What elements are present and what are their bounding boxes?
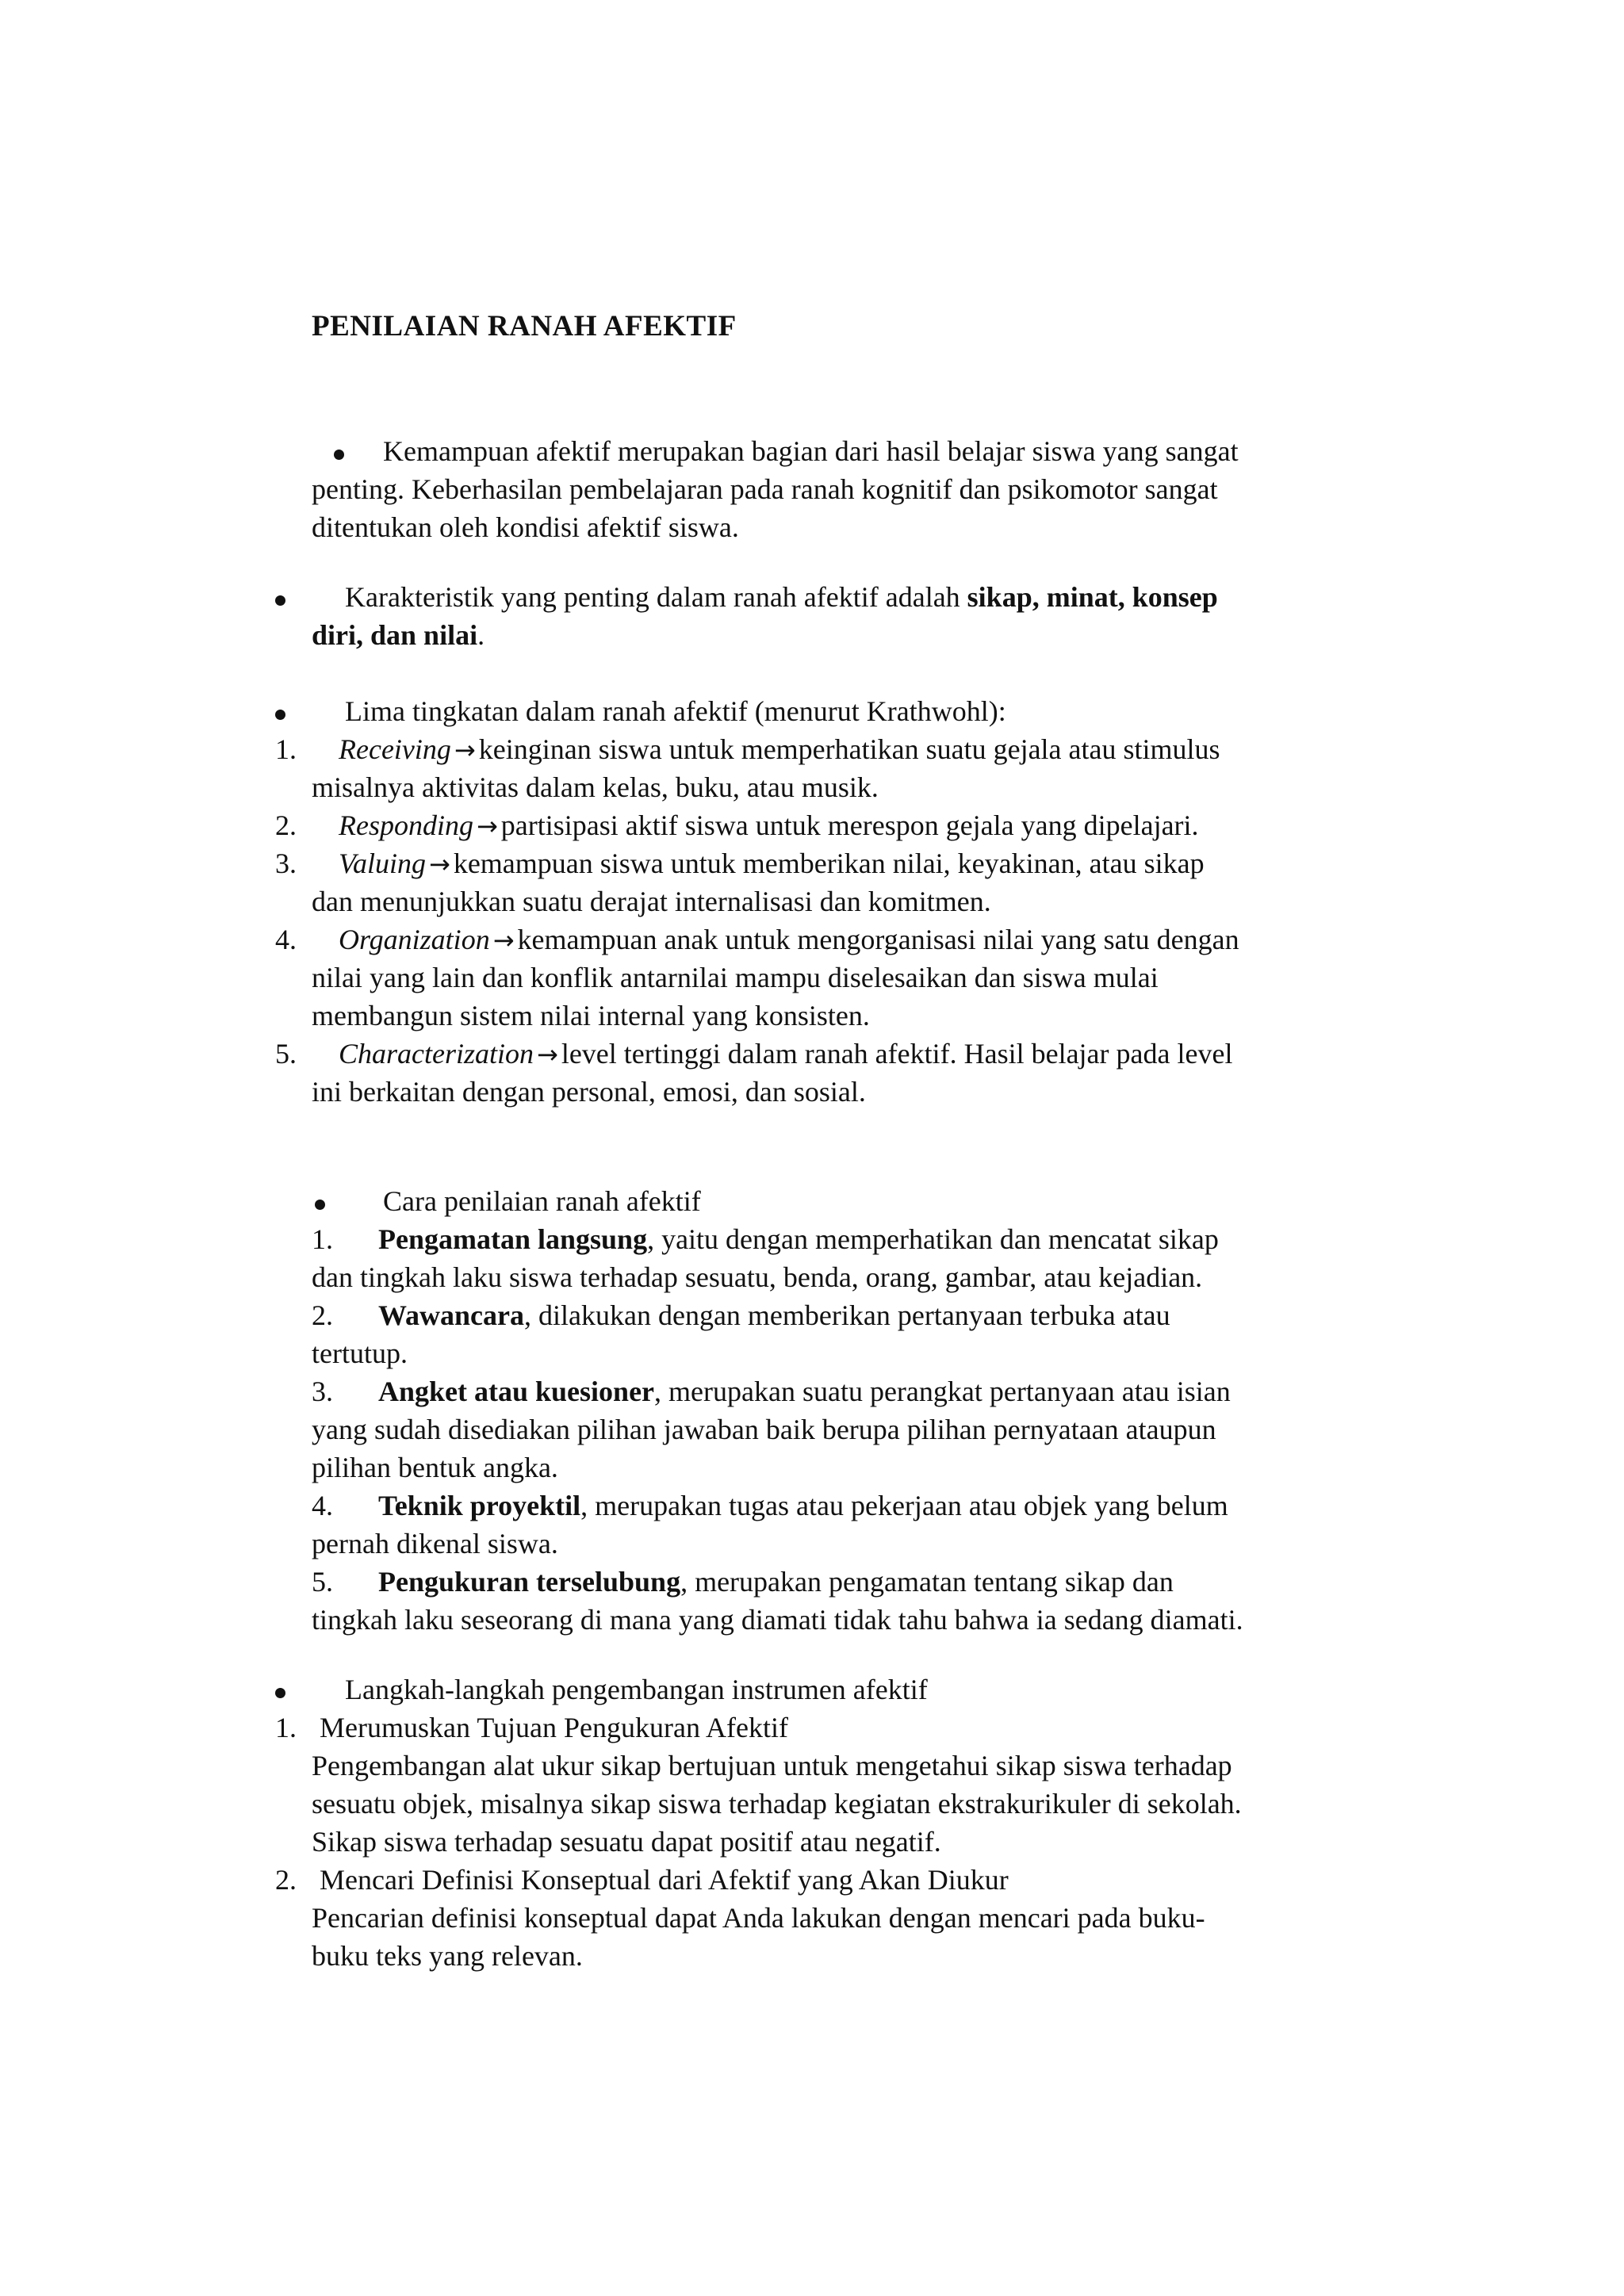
list-number: 3.	[312, 1376, 333, 1407]
text-line: sesuatu objek, misalnya sikap siswa terhadap kegiatan ekstrakurikuler di sekolah.	[312, 1788, 1242, 1820]
level-desc: level tertinggi dalam ranah afektif. Hasil belajar pada level	[561, 1038, 1233, 1070]
text-line: membangun sistem nilai internal yang konsisten.	[312, 1000, 870, 1031]
text-line: nilai yang lain dan konflik antarnilai mampu diselesaikan dan siswa mulai	[312, 962, 1159, 993]
karakteristik-bold-2: diri, dan nilai	[312, 619, 478, 651]
list-number: 2.	[275, 809, 297, 841]
level-desc: partisipasi aktif siswa untuk merespon gejala yang dipelajari.	[500, 809, 1199, 841]
level-term: Responding	[339, 809, 473, 841]
method-desc: , yaitu dengan memperhatikan dan mencatat sikap	[647, 1223, 1219, 1255]
list-number: 1.	[312, 1223, 333, 1255]
text-line: pernah dikenal siswa.	[312, 1528, 558, 1559]
list-number: 2.	[312, 1299, 333, 1331]
text-line	[339, 844, 1205, 883]
list-number: 4.	[312, 1490, 333, 1521]
text-line	[378, 1296, 1170, 1334]
arrow-right-icon: →	[454, 735, 476, 765]
text-line	[378, 1220, 1219, 1258]
method-desc: , merupakan tugas atau pekerjaan atau objek yang belum	[580, 1490, 1228, 1521]
text-line: buku teks yang relevan.	[312, 1940, 583, 1972]
karakteristik-bold: sikap, minat, konsep	[967, 581, 1218, 613]
level-term: Characterization	[339, 1038, 534, 1070]
text-line: Kemampuan afektif merupakan bagian dari hasil belajar siswa yang sangat	[383, 435, 1239, 467]
text-line	[378, 1487, 1228, 1525]
text-line: yang sudah disediakan pilihan jawaban baik berupa pilihan pernyataan ataupun	[312, 1414, 1216, 1445]
section-heading: Langkah-langkah pengembangan instrumen afektif	[345, 1674, 928, 1705]
method-desc: , merupakan pengamatan tentang sikap dan	[680, 1566, 1174, 1598]
text-line: Pengembangan alat ukur sikap bertujuan untuk mengetahui sikap siswa terhadap	[312, 1750, 1232, 1781]
method-desc: , merupakan suatu perangkat pertanyaan atau isian	[654, 1376, 1231, 1407]
text-line: dan tingkah laku siswa terhadap sesuatu, benda, orang, gambar, atau kejadian.	[312, 1261, 1203, 1293]
bullet-dot	[275, 1688, 285, 1698]
arrow-right-icon: →	[492, 925, 515, 955]
bullet-dot	[275, 710, 285, 720]
text-line	[378, 1372, 1231, 1410]
method-name: Angket atau kuesioner	[378, 1376, 655, 1407]
text-line: tertutup.	[312, 1337, 408, 1369]
text-line	[339, 1035, 1232, 1073]
text-line: ini berkaitan dengan personal, emosi, dan sosial.	[312, 1076, 866, 1108]
arrow-right-icon: →	[537, 1039, 558, 1070]
level-desc: kemampuan anak untuk mengorganisasi nilai yang satu dengan	[517, 924, 1239, 955]
text-line	[345, 578, 1218, 616]
list-number: 4.	[275, 924, 297, 955]
level-term: Receiving	[339, 733, 451, 765]
method-name: Wawancara	[378, 1299, 524, 1331]
karakteristik-text: Karakteristik yang penting dalam ranah afektif adalah	[345, 581, 967, 613]
level-term: Valuing	[339, 848, 427, 879]
method-name: Pengukuran terselubung	[378, 1566, 681, 1598]
text-line	[312, 616, 485, 654]
text-line: tingkah laku seseorang di mana yang diamati tidak tahu bahwa ia sedang diamati.	[312, 1604, 1243, 1636]
text-line: dan menunjukkan suatu derajat internalisasi dan komitmen.	[312, 886, 991, 917]
karakteristik-suffix: .	[477, 619, 485, 651]
arrow-right-icon: →	[476, 811, 498, 841]
section-heading: Lima tingkatan dalam ranah afektif (menurut Krathwohl):	[345, 695, 1006, 727]
arrow-right-icon: →	[429, 849, 450, 879]
method-name: Pengamatan langsung	[378, 1223, 648, 1255]
section-heading: Cara penilaian ranah afektif	[383, 1185, 701, 1217]
list-number: 5.	[275, 1038, 297, 1070]
level-term: Organization	[339, 924, 490, 955]
text-line: Pencarian definisi konseptual dapat Anda lakukan dengan mencari pada buku-	[312, 1902, 1205, 1934]
method-name: Teknik proyektil	[378, 1490, 581, 1521]
list-number: 1.	[275, 733, 297, 765]
page-title: PENILAIAN RANAH AFEKTIF	[312, 310, 737, 342]
text-line	[339, 806, 1199, 845]
text-line: misalnya aktivitas dalam kelas, buku, atau musik.	[312, 771, 879, 803]
bullet-dot	[334, 450, 344, 460]
level-desc: keinginan siswa untuk memperhatikan suatu gejala atau stimulus	[478, 733, 1220, 765]
list-number: 1.	[275, 1712, 297, 1743]
text-line	[339, 920, 1239, 959]
list-number: 3.	[275, 848, 297, 879]
text-line	[339, 730, 1220, 769]
text-line	[378, 1563, 1174, 1601]
text-line: penting. Keberhasilan pembelajaran pada ranah kognitif dan psikomotor sangat	[312, 473, 1218, 505]
text-line: Sikap siswa terhadap sesuatu dapat positif atau negatif.	[312, 1826, 941, 1858]
text-line: pilihan bentuk angka.	[312, 1452, 558, 1483]
bullet-dot	[275, 595, 285, 606]
step-title: Mencari Definisi Konseptual dari Afektif yang Akan Diukur	[320, 1864, 1009, 1896]
method-desc: , dilakukan dengan memberikan pertanyaan terbuka atau	[524, 1299, 1170, 1331]
bullet-dot	[315, 1200, 325, 1210]
text-line: ditentukan oleh kondisi afektif siswa.	[312, 511, 739, 543]
level-desc: kemampuan siswa untuk memberikan nilai, keyakinan, atau sikap	[453, 848, 1205, 879]
list-number: 2.	[275, 1864, 297, 1896]
step-title: Merumuskan Tujuan Pengukuran Afektif	[320, 1712, 788, 1743]
list-number: 5.	[312, 1566, 333, 1598]
